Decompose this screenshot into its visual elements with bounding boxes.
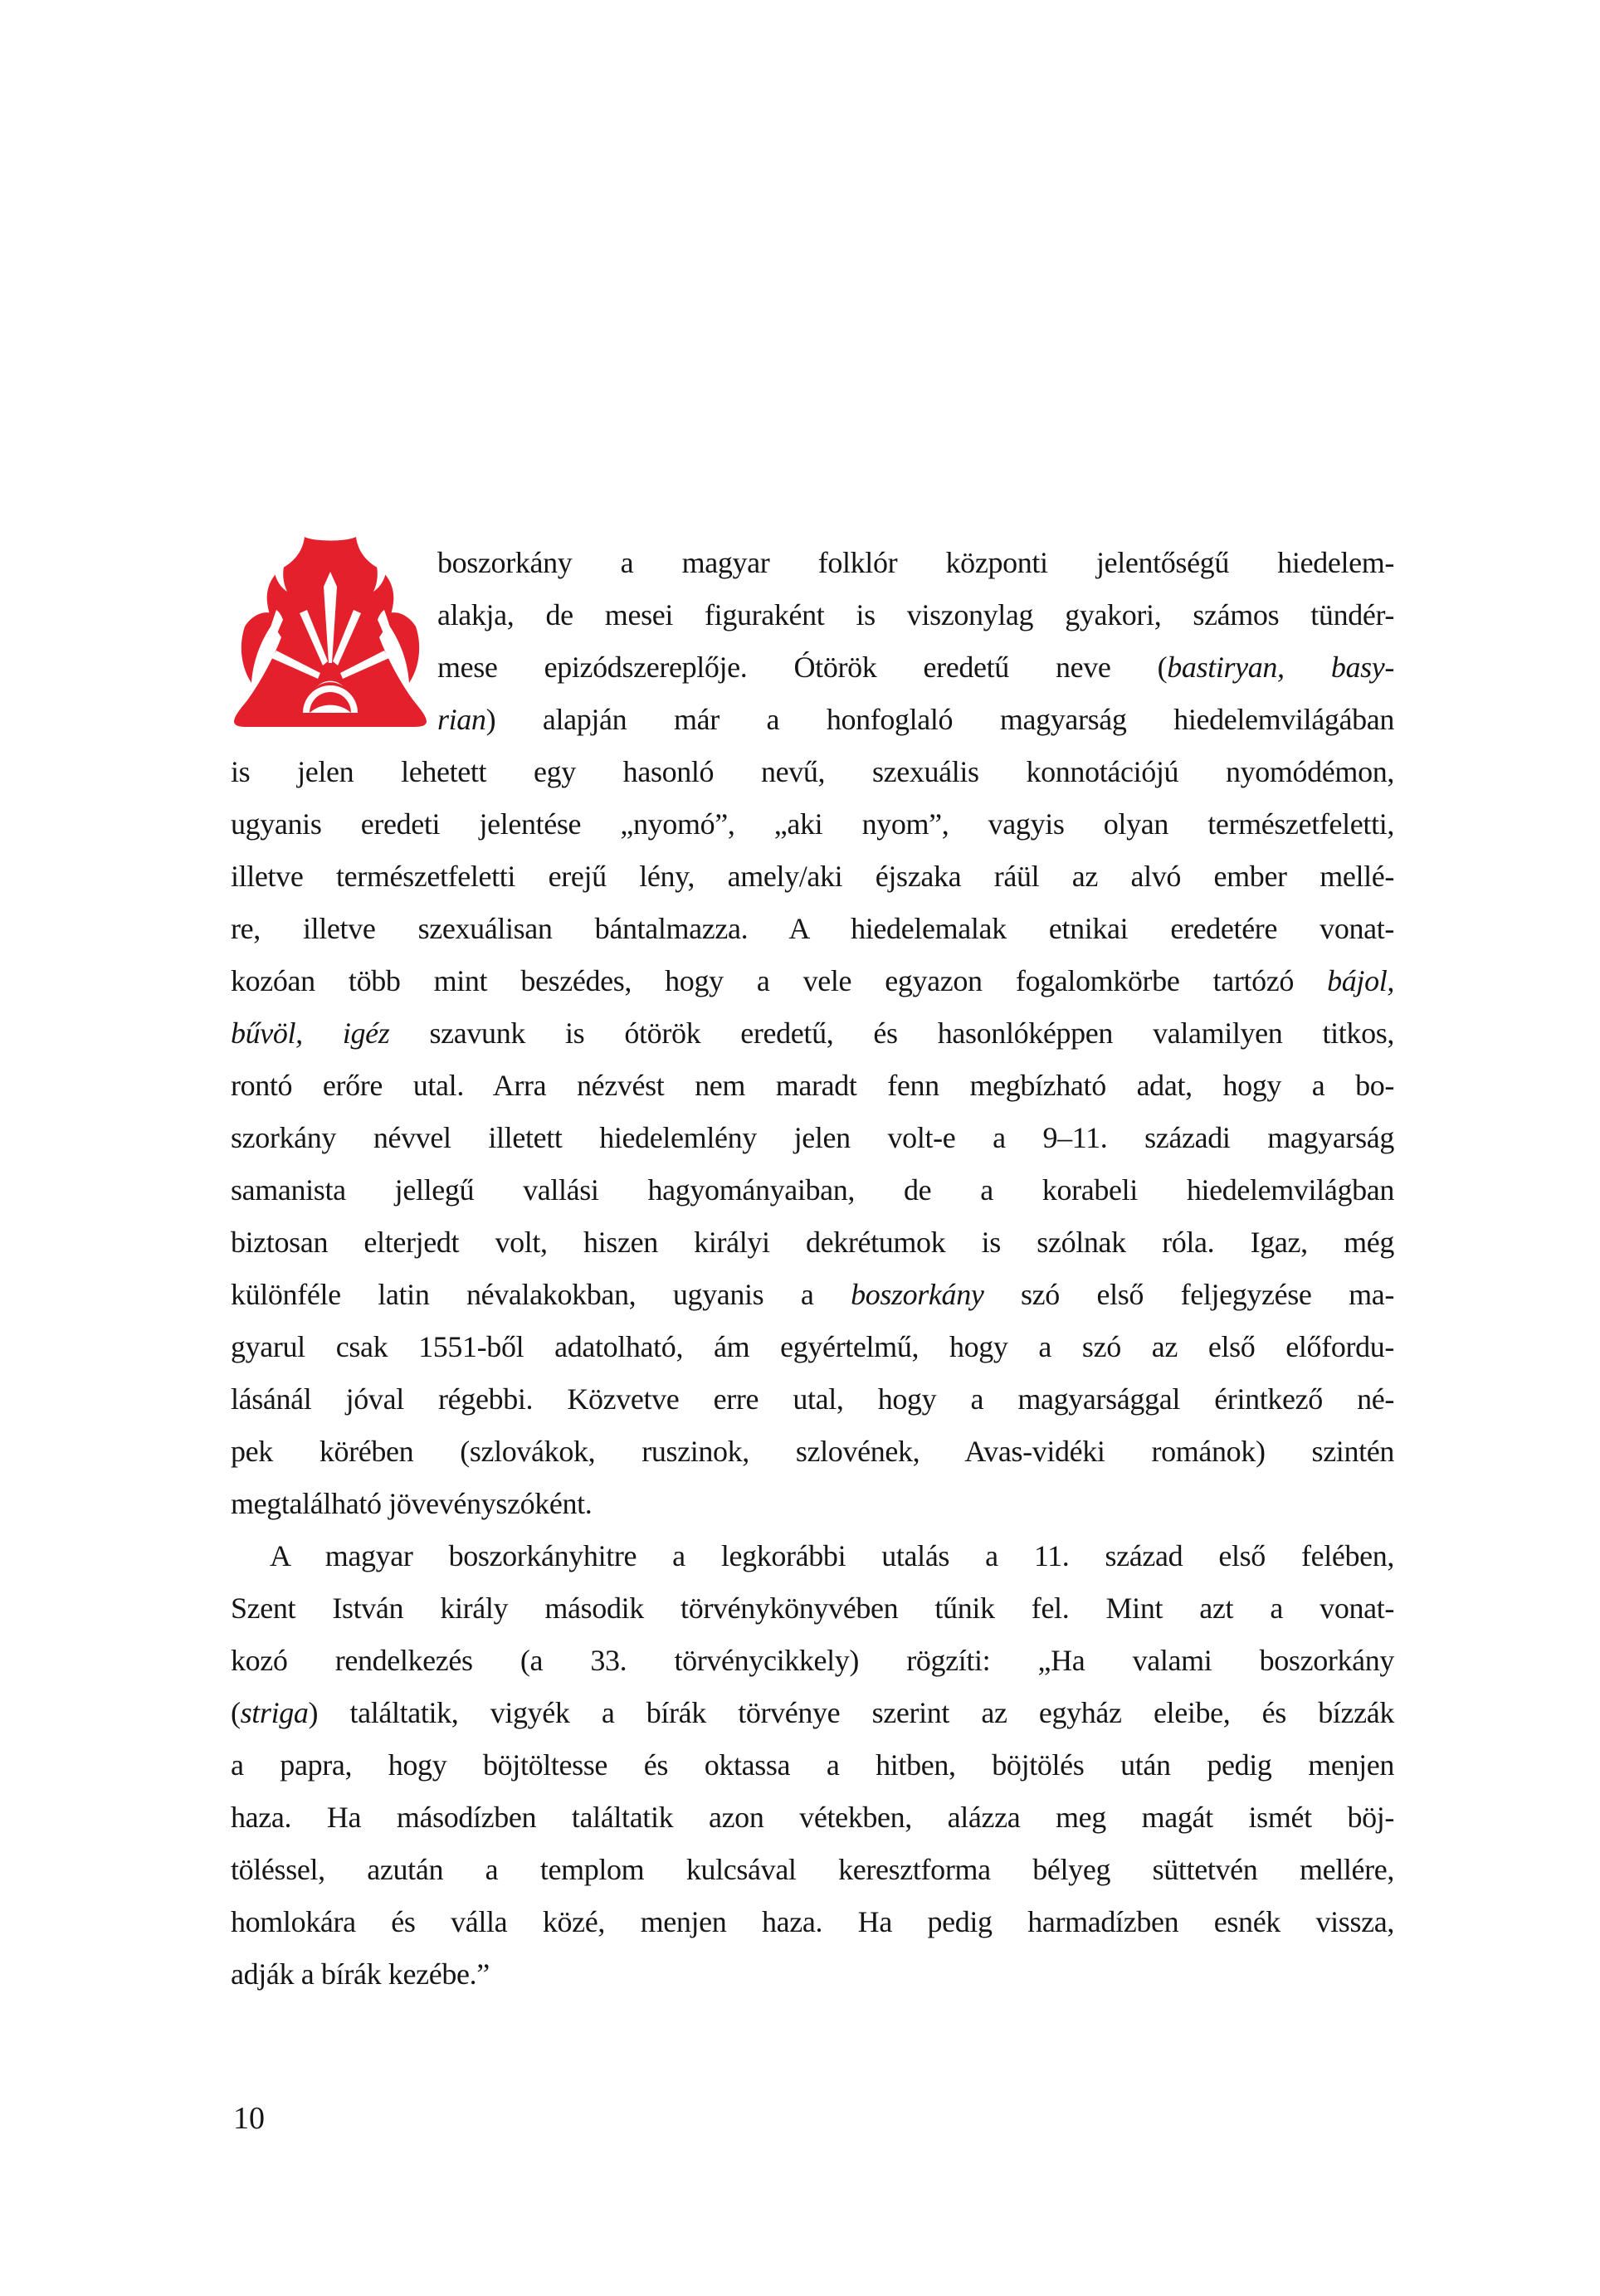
text-segment: haza. Ha másodízben találtatik azon vétekben, alázza meg magát ismét böj- bbox=[231, 1801, 1394, 1834]
text-segment: ( bbox=[231, 1696, 241, 1729]
text-segment: rontó erőre utal. Arra nézvést nem maradt fenn megbízható adat, hogy a bo- bbox=[231, 1069, 1394, 1102]
text-line bbox=[231, 1948, 1394, 2001]
text-line bbox=[231, 851, 1394, 903]
text-line bbox=[437, 641, 1394, 694]
text-segment: A magyar boszorkányhitre a legkorábbi utalás a 11. század első felében, bbox=[270, 1539, 1394, 1572]
italic-text-segment: bűvöl, igéz bbox=[231, 1016, 390, 1050]
italic-text-segment: boszorkány bbox=[851, 1278, 984, 1311]
text-segment: kozóan több mint beszédes, hogy a vele egyazon fogalomkörbe tartózó bbox=[231, 964, 1328, 997]
text-segment: alakja, de mesei figuraként is viszonylag gyakori, számos tündér- bbox=[437, 598, 1394, 631]
text-segment: illetve természetfeletti erejű lény, amely/aki éjszaka ráül az alvó ember mellé- bbox=[231, 860, 1394, 893]
text-line bbox=[231, 1321, 1394, 1373]
text-line bbox=[231, 1269, 1394, 1321]
text-segment: gyarul csak 1551-ből adatolható, ám egyértelmű, hogy a szó az első előfordu- bbox=[231, 1330, 1394, 1363]
text-line bbox=[231, 746, 1394, 798]
text-segment: ) találtatik, vigyék a bírák törvénye szerint az egyház eleibe, és bízzák bbox=[308, 1696, 1394, 1729]
italic-text-segment: bastiryan, basy- bbox=[1167, 651, 1394, 684]
italic-text-segment: bájol, bbox=[1327, 964, 1394, 997]
text-segment: különféle latin névalakokban, ugyanis a bbox=[231, 1278, 851, 1311]
page-number: 10 bbox=[233, 2101, 265, 2136]
text-segment: samanista jellegű vallási hagyományaiban, de a korabeli hiedelemvilágban bbox=[231, 1173, 1394, 1206]
text-line bbox=[231, 903, 1394, 955]
text-segment: töléssel, azután a templom kulcsával keresztforma bélyeg süttetvén mellére, bbox=[231, 1853, 1394, 1886]
text-line bbox=[231, 1739, 1394, 1791]
text-line bbox=[231, 1373, 1394, 1426]
text-segment: ugyanis eredeti jelentése „nyomó”, „aki nyom”, vagyis olyan természetfeletti, bbox=[231, 807, 1394, 841]
text-line bbox=[231, 1060, 1394, 1112]
text-segment: megtalálható jövevényszóként. bbox=[231, 1487, 593, 1520]
text-line bbox=[437, 589, 1394, 641]
text-segment: homlokára és válla közé, menjen haza. Ha pedig harmadízben esnék vissza, bbox=[231, 1905, 1394, 1938]
text-segment: adják a bírák kezébe.” bbox=[231, 1957, 490, 1991]
text-line bbox=[437, 694, 1394, 746]
text-segment: biztosan elterjedt volt, hiszen királyi dekrétumok is szólnak róla. Igaz, még bbox=[231, 1226, 1394, 1259]
text-segment: Szent István király második törvénykönyvében tűnik fel. Mint azt a vonat- bbox=[231, 1592, 1394, 1625]
text-segment: ) alapján már a honfoglaló magyarság hiedelemvilágában bbox=[485, 703, 1394, 736]
text-line bbox=[231, 1687, 1394, 1739]
text-segment: szavunk is ótörök eredetű, és hasonlóképpen valamilyen titkos, bbox=[389, 1016, 1394, 1050]
text-line bbox=[231, 1635, 1394, 1687]
text-line bbox=[231, 1896, 1394, 1948]
text-segment: is jelen lehetett egy hasonló nevű, szexuális konnotációjú nyomódémon, bbox=[231, 755, 1394, 788]
text-segment: szorkány névvel illetett hiedelemlény jelen volt-e a 9–11. századi magyarság bbox=[231, 1121, 1394, 1154]
text-line bbox=[231, 1216, 1394, 1269]
text-line bbox=[231, 1112, 1394, 1164]
text-line bbox=[231, 1791, 1394, 1844]
text-segment: lásánál jóval régebbi. Közvetve erre utal, hogy a magyarsággal érintkező né- bbox=[231, 1382, 1394, 1416]
text-line bbox=[231, 955, 1394, 1007]
text-segment: pek körében (szlovákok, ruszinok, szlovének, Avas-vidéki románok) szintén bbox=[231, 1435, 1394, 1468]
text-segment: a papra, hogy böjtöltesse és oktassa a hitben, böjtölés után pedig menjen bbox=[231, 1748, 1394, 1782]
text-segment: kozó rendelkezés (a 33. törvénycikkely) rögzíti: „Ha valami boszorkány bbox=[231, 1644, 1394, 1677]
text-line bbox=[231, 1164, 1394, 1216]
text-line bbox=[437, 537, 1394, 589]
text-line bbox=[231, 1426, 1394, 1478]
body-text bbox=[231, 537, 1394, 2001]
text-segment: boszorkány a magyar folklór központi jelentőségű hiedelem- bbox=[437, 546, 1394, 579]
italic-text-segment: striga bbox=[240, 1696, 309, 1729]
text-segment: re, illetve szexuálisan bántalmazza. A hiedelemalak etnikai eredetére vonat- bbox=[231, 912, 1394, 945]
text-line bbox=[231, 1530, 1394, 1582]
text-line bbox=[231, 1007, 1394, 1060]
text-line bbox=[231, 1844, 1394, 1896]
text-line bbox=[231, 798, 1394, 851]
italic-text-segment: rian bbox=[437, 703, 486, 736]
text-segment: szó első feljegyzése ma- bbox=[983, 1278, 1395, 1311]
text-line bbox=[231, 1582, 1394, 1635]
text-line bbox=[231, 1478, 1394, 1530]
text-segment: mese epizódszereplője. Ótörök eredetű neve ( bbox=[437, 651, 1168, 684]
